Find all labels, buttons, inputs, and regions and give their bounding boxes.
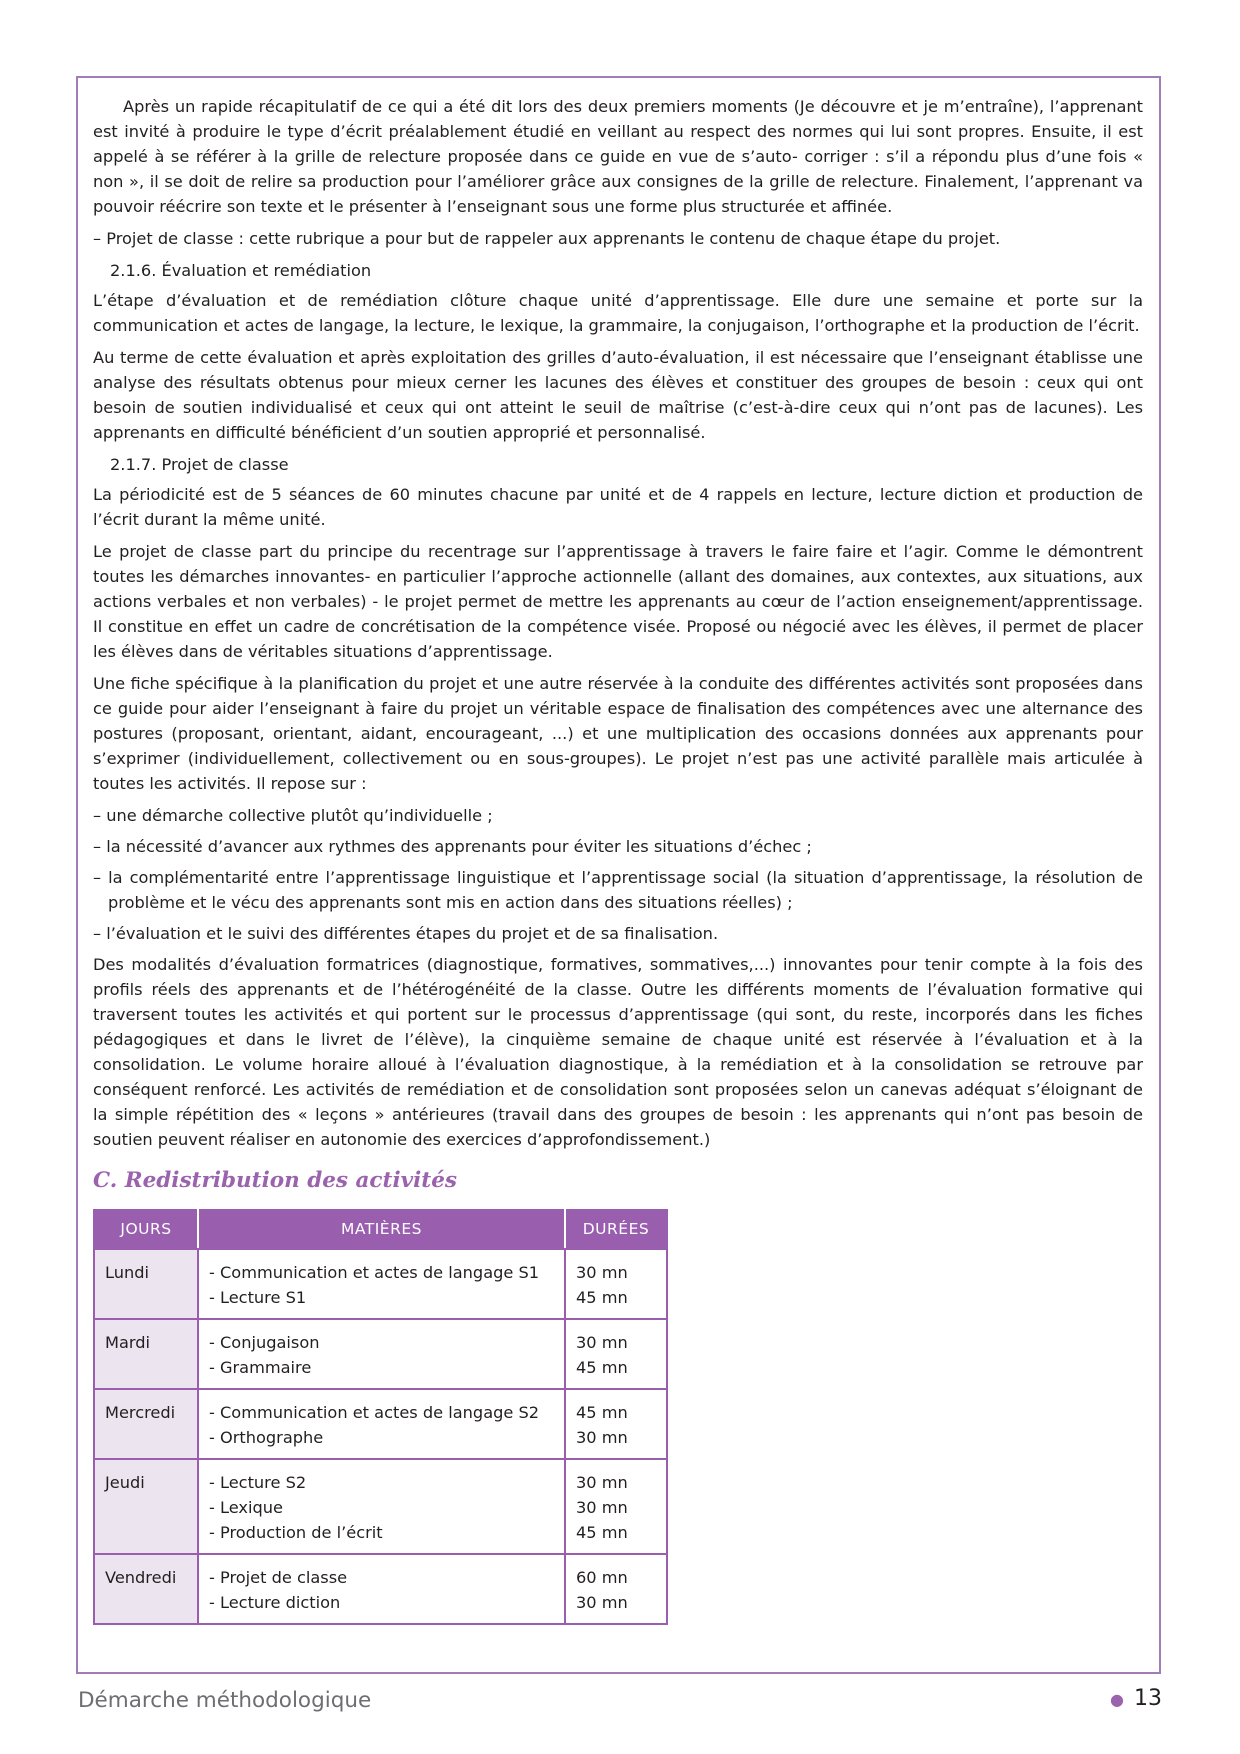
duration-item: 45 mn [576, 1403, 628, 1422]
footer-title: Démarche méthodologique [78, 1688, 372, 1713]
paragraph-projet-rubrique: – Projet de classe : cette rubrique a pour but de rappeler aux apprenants le contenu de chaque étape du projet. [93, 229, 1001, 248]
list-item: – l’évaluation et le suivi des différentes étapes du projet et de sa finalisation. [93, 924, 719, 943]
duration-item: 60 mn [576, 1568, 628, 1587]
header-subjects: MATIÈRES [198, 1210, 565, 1249]
durations-cell [565, 1249, 667, 1319]
day-cell: Lundi [94, 1249, 198, 1319]
subject-item: - Lexique [209, 1498, 283, 1517]
page-content [93, 94, 1143, 1625]
list-item: – la complémentarité entre l’apprentissage linguistique et l’apprentissage social (la situation d’apprentissage, la résolution de problème et le vécu des apprenants sont mis en action dans des situations réelles) ; [93, 868, 1143, 912]
subheading-evaluation: 2.1.6. Évaluation et remédiation [110, 261, 372, 280]
table-row [94, 1459, 667, 1554]
header-days: JOURS [94, 1210, 198, 1249]
page-number [1110, 1686, 1162, 1711]
header-durations: DURÉES [565, 1210, 667, 1249]
paragraph-evaluation-2: Au terme de cette évaluation et après exploitation des grilles d’auto-évaluation, il est nécessaire que l’enseignant établisse une analyse des résultats obtenus pour mieux cerner les lacunes des élèves et constituer des groupes de besoin : ceux qui ont besoin de soutien individualisé et ceux qui ont atteint le seuil de maîtrise (c’est-à-dire ceux qui n’ont pas de lacunes). Les apprenants en difficulté bénéficient d’un soutien approprié et personnalisé. [93, 348, 1143, 442]
table-row [94, 1554, 667, 1624]
subject-item: - Communication et actes de langage S1 [209, 1263, 540, 1282]
day-cell: Vendredi [94, 1554, 198, 1624]
subheading-projet: 2.1.7. Projet de classe [110, 455, 289, 474]
durations-cell [565, 1389, 667, 1459]
subjects-cell [198, 1389, 565, 1459]
day-cell: Mardi [94, 1319, 198, 1389]
activities-table [93, 1209, 668, 1625]
subject-item: - Conjugaison [209, 1333, 320, 1352]
subject-item: - Projet de classe [209, 1568, 348, 1587]
duration-item: 30 mn [576, 1498, 628, 1517]
paragraph-intro: Après un rapide récapitulatif de ce qui a été dit lors des deux premiers moments (Je découvre et je m’entraîne), l’apprenant est invité à produire le type d’écrit préalablement étudié en veillant au respect des normes qui lui sont propres. Ensuite, il est appelé à se référer à la grille de relecture proposée dans ce guide en vue de s’auto- corriger : s’il a répondu plus d’une fois « non », il se doit de relire sa production pour l’améliorer grâce aux consignes de la grille de relecture. Finalement, l’apprenant va pouvoir réécrire son texte et le présenter à l’enseignant sous une forme plus structurée et affinée. [93, 97, 1143, 216]
paragraph-fiche: Une fiche spécifique à la planification du projet et une autre réservée à la conduite des différentes activités sont proposées dans ce guide pour aider l’enseignant à faire du projet un véritable espace de finalisation des compétences avec une alternance des postures (proposant, orientant, aidant, encourageant, ...) et une multiplication des occasions données aux apprenants pour s’exprimer (individuellement, collectivement ou en sous-groupes). Le projet n’est pas une activité parallèle mais articulée à toutes les activités. Il repose sur : [93, 674, 1143, 793]
subject-item: - Orthographe [209, 1428, 324, 1447]
page-number-value: 13 [1134, 1686, 1162, 1711]
subject-item: - Production de l’écrit [209, 1523, 383, 1542]
durations-cell [565, 1319, 667, 1389]
day-cell: Mercredi [94, 1389, 198, 1459]
table-row [94, 1389, 667, 1459]
table-row [94, 1319, 667, 1389]
duration-item: 45 mn [576, 1358, 628, 1377]
section-title: C. Redistribution des activités [93, 1168, 457, 1193]
subjects-cell [198, 1249, 565, 1319]
bullet-icon: ● [1110, 1689, 1124, 1709]
duration-item: 30 mn [576, 1593, 628, 1612]
duration-item: 30 mn [576, 1333, 628, 1352]
paragraph-periodicite: La périodicité est de 5 séances de 60 minutes chacune par unité et de 4 rappels en lecture, lecture diction et production de l’écrit durant la même unité. [93, 485, 1143, 529]
duration-item: 30 mn [576, 1428, 628, 1447]
table-header-row [94, 1210, 667, 1249]
duration-item: 45 mn [576, 1523, 628, 1542]
paragraph-modalites: Des modalités d’évaluation formatrices (diagnostique, formatives, sommatives,...) innovantes pour tenir compte à la fois des profils réels des apprenants et de l’hétérogénéité de la classe. Outre les différents moments de l’évaluation formative qui traversent toutes les activités et qui portent sur le processus d’apprentissage (qui sont, du reste, incorporés dans les fiches pédagogiques et dans le livret de l’élève), la cinquième semaine de chaque unité est réservée à l’évaluation et à la consolidation. Le volume horaire alloué à l’évaluation diagnostique, à la remédiation et à la consolidation se retrouve par conséquent renforcé. Les activités de remédiation et de consolidation sont proposées selon un canevas adéquat s’éloignant de la simple répétition des « leçons » antérieures (travail dans des groupes de besoin : les apprenants qui n’ont pas besoin de soutien peuvent réaliser en autonomie des exercices d’approfondissement.) [93, 955, 1143, 1149]
subject-item: - Grammaire [209, 1358, 312, 1377]
paragraph-projet-principe: Le projet de classe part du principe du recentrage sur l’apprentissage à travers le faire faire et l’agir. Comme le démontrent toutes les démarches innovantes- en particulier l’approche actionnelle (allant des domaines, aux contextes, aux situations, aux actions verbales et non verbales) - le projet permet de mettre les apprenants au cœur de l’action enseignement/apprentissage. Il constitue en effet un cadre de concrétisation de la compétence visée. Proposé ou négocié avec les élèves, il permet de placer les élèves dans de véritables situations d’apprentissage. [93, 542, 1143, 661]
durations-cell [565, 1554, 667, 1624]
subject-item: - Lecture S1 [209, 1288, 307, 1307]
durations-cell [565, 1459, 667, 1554]
subjects-cell [198, 1554, 565, 1624]
list-item: – la nécessité d’avancer aux rythmes des apprenants pour éviter les situations d’échec ; [93, 837, 812, 856]
duration-item: 45 mn [576, 1288, 628, 1307]
subjects-cell [198, 1459, 565, 1554]
table-row [94, 1249, 667, 1319]
subject-item: - Lecture diction [209, 1593, 341, 1612]
paragraph-evaluation-1: L’étape d’évaluation et de remédiation clôture chaque unité d’apprentissage. Elle dure une semaine et porte sur la communication et actes de langage, la lecture, le lexique, la grammaire, la conjugaison, l’orthographe et la production de l’écrit. [93, 291, 1143, 335]
subject-item: - Communication et actes de langage S2 [209, 1403, 540, 1422]
subject-item: - Lecture S2 [209, 1473, 307, 1492]
duration-item: 30 mn [576, 1263, 628, 1282]
day-cell: Jeudi [94, 1459, 198, 1554]
duration-item: 30 mn [576, 1473, 628, 1492]
list-item: – une démarche collective plutôt qu’individuelle ; [93, 806, 493, 825]
subjects-cell [198, 1319, 565, 1389]
